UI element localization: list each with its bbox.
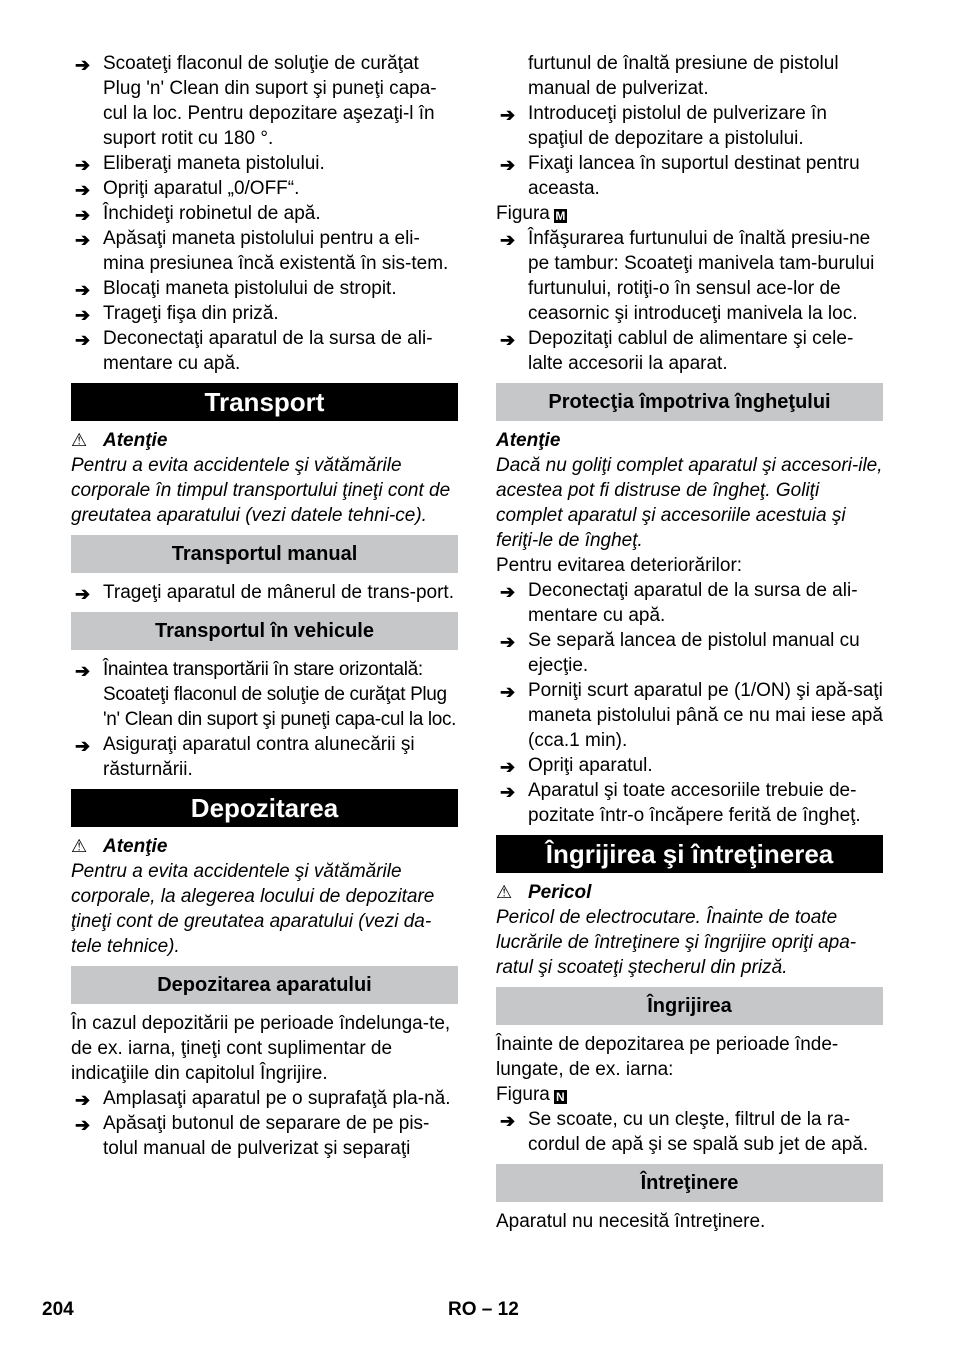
arrow-right-icon: ➔ — [500, 682, 516, 702]
figure-letter-badge: N — [554, 1090, 567, 1104]
list-item: ➔ Asiguraţi aparatul contra alunecării şi răsturnării. — [75, 734, 415, 780]
section-heading-storage: Depozitarea — [71, 789, 458, 827]
list-item: ➔ Închideţi robinetul de apă. — [71, 201, 458, 226]
arrow-right-icon: ➔ — [500, 155, 516, 175]
list-item: ➔ Introduceţi pistolul de pulverizare în spaţiul de depozitare a pistolului. — [500, 103, 827, 149]
arrow-right-icon: ➔ — [500, 582, 516, 602]
arrow-right-icon: ➔ — [75, 155, 91, 175]
arrow-right-icon: ➔ — [75, 205, 91, 225]
right-column — [496, 51, 883, 1234]
warning-title: Atenţie — [496, 430, 561, 451]
list-item: ➔ Depozitaţi cablul de alimentare şi cele-lalte accesorii la aparat. — [500, 328, 854, 374]
subsection-heading-care: Îngrijirea — [496, 987, 883, 1025]
list-item: ➔ Apăsaţi maneta pistolului pentru a eli-mina presiunea încă existentă în sis-tem. — [75, 228, 449, 274]
arrow-right-icon: ➔ — [500, 230, 516, 250]
list-item: ➔ Fixaţi lancea în suportul destinat pentru aceasta. — [500, 153, 860, 199]
paragraph: Înainte de depozitarea pe perioade înde-lungate, de ex. iarna: — [496, 1034, 839, 1080]
list-item: ➔ Deconectaţi aparatul de la sursa de ali-mentare cu apă. — [500, 580, 858, 626]
paragraph: În cazul depozitării pe perioade îndelunga-te, de ex. iarna, ţineţi cont suplimentar de indicaţiile din capitolul Îngrijire. — [71, 1013, 451, 1084]
warning-triangle-icon: ⚠ — [71, 836, 88, 856]
arrow-right-icon: ➔ — [75, 736, 91, 756]
warning-title: ⚠ Atenţie — [71, 430, 168, 451]
arrow-right-icon: ➔ — [500, 105, 516, 125]
left-column — [71, 51, 458, 1161]
intro-bullet-list — [71, 51, 458, 376]
arrow-right-icon: ➔ — [500, 330, 516, 350]
page-number: 204 — [42, 1299, 74, 1320]
arrow-right-icon: ➔ — [75, 584, 91, 604]
arrow-right-icon: ➔ — [75, 1115, 91, 1135]
list-item: ➔ Trageţi aparatul de mânerul de trans-port. — [71, 580, 458, 605]
subsection-heading-device-storage: Depozitarea aparatului — [71, 966, 458, 1004]
list-item: ➔ Se separă lancea de pistolul manual cu ejecţie. — [500, 630, 860, 676]
list-item-continuation: furtunul de înaltă presiune de pistolul manual de pulverizat. — [528, 53, 839, 99]
list-item: ➔ Opriţi aparatul. — [496, 753, 883, 778]
list-item: ➔ Porniţi scurt aparatul pe (1/ON) şi apă-saţi maneta pistolului până ce nu mai iese apă (cca.1 min). — [500, 680, 883, 751]
figure-reference: Figura N — [496, 1082, 883, 1107]
list-item: ➔ Scoateţi flaconul de soluţie de curăţat Plug 'n' Clean din suport şi puneţi capa-cul la loc. Pentru depozitare aşezaţi-l în suport rotit cu 180 °. — [75, 53, 437, 149]
subsection-heading-vehicle-transport: Transportul în vehicule — [71, 612, 458, 650]
list-item: ➔ Opriţi aparatul „0/OFF“. — [71, 176, 458, 201]
figure-letter-badge: M — [555, 209, 566, 223]
figure-reference: Figura M — [496, 203, 566, 224]
arrow-right-icon: ➔ — [75, 1090, 91, 1110]
arrow-right-icon: ➔ — [75, 330, 91, 350]
list-item: ➔ Eliberaţi maneta pistolului. — [71, 151, 458, 176]
list-item: ➔ Deconectaţi aparatul de la sursa de ali-mentare cu apă. — [75, 328, 433, 374]
arrow-right-icon: ➔ — [75, 55, 91, 75]
arrow-right-icon: ➔ — [75, 180, 91, 200]
warning-title: ⚠ Atenţie — [71, 836, 168, 857]
arrow-right-icon: ➔ — [75, 280, 91, 300]
arrow-right-icon: ➔ — [75, 661, 91, 681]
subsection-heading-manual-transport: Transportul manual — [71, 535, 458, 573]
paragraph: Pentru evitarea deteriorărilor: — [496, 555, 743, 576]
warning-text: Pentru a evita accidentele şi vătămările corporale în timpul transportului ţineţi cont de greutatea aparatului (vezi datele tehni-ce). — [71, 455, 451, 526]
section-heading-care-maintenance: Îngrijirea şi întreţinerea — [496, 835, 883, 873]
arrow-right-icon: ➔ — [75, 230, 91, 250]
warning-triangle-icon: ⚠ — [496, 882, 513, 902]
section-heading-transport: Transport — [71, 383, 458, 421]
subsection-heading-frost-protection: Protecţia împotriva îngheţului — [496, 383, 883, 421]
list-item: ➔ Apăsaţi butonul de separare de pe pis-tolul manual de pulverizat şi separaţi — [75, 1113, 430, 1159]
list-item: ➔ Se scoate, cu un cleşte, filtrul de la ra-cordul de apă şi se spală sub jet de apă. — [500, 1109, 869, 1155]
list-item: ➔ Înaintea transportării în stare orizontală: Scoateţi flaconul de soluţie de curăţat Plug 'n' Clean din suport şi puneţi capa-cul la loc. — [75, 659, 457, 730]
arrow-right-icon: ➔ — [75, 305, 91, 325]
paragraph: Aparatul nu necesită întreţinere. — [496, 1211, 766, 1232]
danger-text: Pericol de electrocutare. Înainte de toate lucrările de întreţinere şi îngrijire opriţi apa-ratul şi scoateţi ştecherul din priză. — [496, 907, 857, 978]
list-item: ➔ Trageţi fişa din priză. — [71, 301, 458, 326]
warning-text: Pentru a evita accidentele şi vătămările corporale, la alegerea locului de depozitare ţineţi cont de greutatea aparatului (vezi da-tele tehnice). — [71, 861, 435, 957]
warning-triangle-icon: ⚠ — [71, 430, 88, 450]
list-item: ➔ Blocaţi maneta pistolului de stropit. — [71, 276, 458, 301]
danger-title: ⚠ Pericol — [496, 882, 592, 903]
page-code: RO – 12 — [448, 1299, 519, 1320]
subsection-heading-maintenance: Întreţinere — [496, 1164, 883, 1202]
list-item: ➔ Aparatul şi toate accesoriile trebuie de-pozitate într-o încăpere ferită de îngheţ. — [500, 780, 861, 826]
arrow-right-icon: ➔ — [500, 757, 516, 777]
arrow-right-icon: ➔ — [500, 632, 516, 652]
list-item: ➔ Amplasaţi aparatul pe o suprafaţă pla-nă. — [71, 1086, 458, 1111]
warning-text: Dacă nu goliţi complet aparatul şi accesori-ile, acestea pot fi distruse de îngheţ. Goliţi complet aparatul şi accesoriile acestuia şi feriţi-le de îngheţ. — [496, 455, 883, 551]
arrow-right-icon: ➔ — [500, 1111, 516, 1131]
arrow-right-icon: ➔ — [500, 782, 516, 802]
list-item: ➔ Înfăşurarea furtunului de înaltă presiu-ne pe tambur: Scoateţi manivela tam-burului furtunului, rotiţi-o în sensul ace-lor de ceasornic şi introduceţi manivela la loc. — [500, 228, 875, 324]
